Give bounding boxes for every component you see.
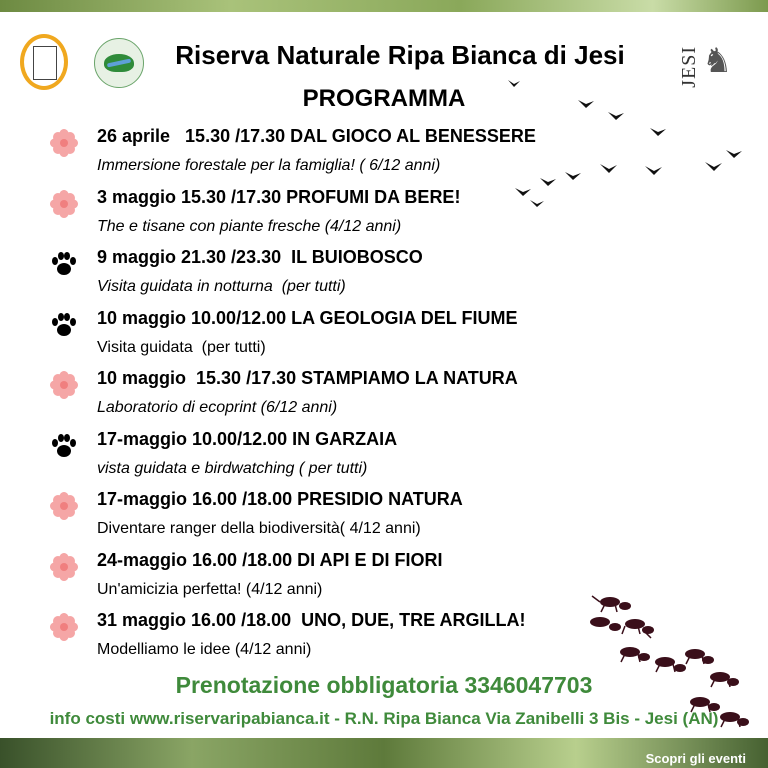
event-item [48, 486, 688, 547]
event-description: Laboratorio di ecoprint (6/12 anni) [97, 399, 338, 416]
flower-icon [50, 613, 78, 641]
event-description: Modelliamo le idee (4/12 anni) [97, 641, 312, 658]
paw-icon [50, 432, 78, 460]
event-title: 9 maggio 21.30 /23.30 IL BUIOBOSCO [97, 247, 423, 267]
event-description: The e tisane con piante fresche (4/12 anni) [97, 217, 402, 235]
page-title: Riserva Naturale Ripa Bianca di Jesi [175, 40, 625, 70]
event-description: Diventare ranger della biodiversità( 4/12 anni) [97, 520, 421, 537]
discover-events-text[interactable]: Scopri gli eventi [645, 751, 746, 766]
program-heading: PROGRAMMA [302, 85, 466, 112]
jesi-logo-text: JESI [678, 46, 700, 88]
event-title: 10 maggio 10.00/12.00 LA GEOLOGIA DEL FIUME [97, 307, 518, 328]
event-item [48, 305, 688, 366]
booking-line: Prenotazione obbligatoria 3346047703 [175, 672, 593, 698]
event-item [48, 426, 688, 487]
event-description: Immersione forestale per la famiglia! ( 6/12 anni) [97, 157, 441, 174]
event-description: Visita guidata in notturna (per tutti) [97, 278, 346, 295]
forest-banner-bottom [0, 738, 768, 768]
event-item [48, 184, 688, 245]
heron-logo-icon [33, 46, 57, 80]
lion-crest-icon: ♞ [702, 43, 733, 80]
event-title: 26 aprile 15.30 /17.30 DAL GIOCO AL BENESSERE [97, 126, 536, 146]
paw-icon [50, 311, 78, 339]
forest-banner-top [0, 0, 768, 12]
event-item [48, 365, 688, 426]
event-description: Un'amicizia perfetta! (4/12 anni) [97, 580, 323, 598]
event-title: 17-maggio 10.00/12.00 IN GARZAIA [97, 428, 398, 449]
flower-icon [50, 190, 78, 218]
event-title: 17-maggio 16.00 /18.00 PRESIDIO NATURA [97, 489, 463, 509]
flower-icon [50, 492, 78, 520]
paw-icon [50, 250, 78, 278]
flower-icon [50, 371, 78, 399]
ants-group [590, 597, 749, 726]
event-item [48, 123, 688, 184]
event-title: 10 maggio 15.30 /17.30 STAMPIAMO LA NATURA [97, 368, 518, 388]
event-description: vista guidata e birdwatching ( per tutti) [97, 459, 368, 477]
environmental-education-centre-logo [94, 38, 144, 88]
event-item [48, 244, 688, 305]
flower-icon [50, 553, 78, 581]
flower-icon [50, 129, 78, 157]
event-title: 3 maggio 15.30 /17.30 PROFUMI DA BERE! [97, 186, 461, 207]
poster-card [0, 12, 768, 738]
info-line[interactable]: info costi www.riservaripabianca.it - R.N. Ripa Bianca Via Zanibelli 3 Bis - Jesi (AN) [49, 709, 719, 728]
event-description: Visita guidata (per tutti) [97, 338, 266, 356]
event-title: 31 maggio 16.00 /18.00 UNO, DUE, TRE ARGILLA! [97, 610, 526, 630]
reserve-logo [20, 34, 68, 90]
event-title: 24-maggio 16.00 /18.00 DI API E DI FIORI [97, 549, 443, 570]
